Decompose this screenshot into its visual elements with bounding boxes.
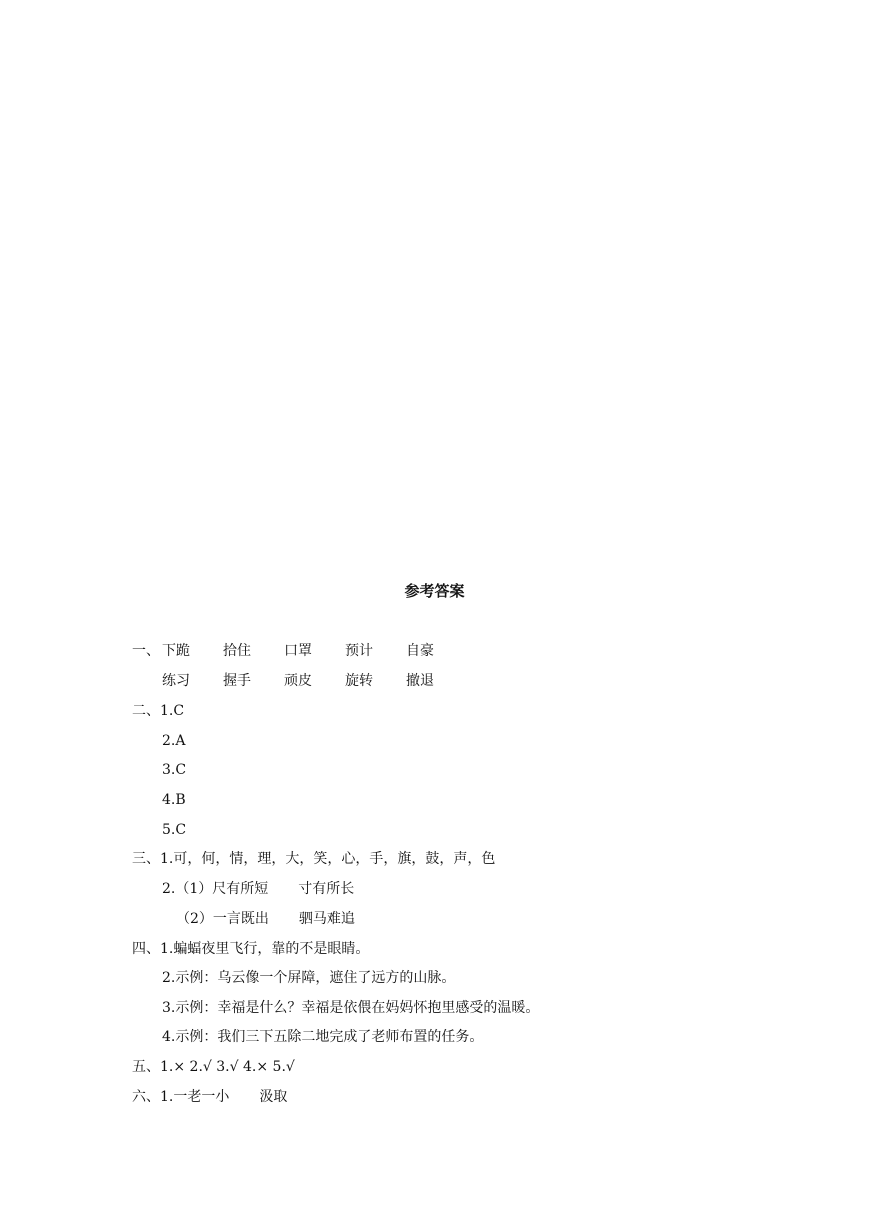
section-4-item-4: 4.示例：我们三下五除二地完成了老师布置的任务。 xyxy=(162,1029,484,1045)
section-2-label: 二、 xyxy=(132,703,160,719)
word: 自豪 xyxy=(406,643,434,659)
section-4-item-1 xyxy=(132,938,369,960)
section-4-item-3: 3.示例：幸福是什么？幸福是依偎在妈妈怀抱里感受的温暖。 xyxy=(162,1000,540,1016)
section-4-item-2: 2.示例：乌云像一个屏障，遮住了远方的山脉。 xyxy=(162,970,456,986)
section-1-label: 一、 xyxy=(132,643,160,659)
answer-text: 驷马难追 xyxy=(298,911,355,927)
section-6 xyxy=(132,1086,287,1108)
answer-text: 2.（1）尺有所短 xyxy=(162,881,269,897)
answer-text: 1.蝙蝠夜里飞行，靠的不是眼睛。 xyxy=(160,941,370,957)
answer-text: 寸有所长 xyxy=(298,881,355,897)
word: 握手 xyxy=(223,673,251,689)
section-2-item-5: 5.C xyxy=(162,822,187,838)
section-2-item-2: 2.A xyxy=(162,733,186,749)
section-6-label: 六、 xyxy=(132,1089,160,1105)
section-3-item-2 xyxy=(162,878,354,900)
section-1-row-2 xyxy=(162,670,434,692)
section-2-item-3: 3.C xyxy=(162,762,187,778)
word: 旋转 xyxy=(345,673,373,689)
answer-text: 1.一老一小 xyxy=(160,1089,230,1105)
page-title: 参考答案 xyxy=(404,582,465,600)
section-3-item-1 xyxy=(132,848,495,870)
section-3-label: 三、 xyxy=(132,851,160,867)
section-2-item-1 xyxy=(132,700,184,722)
answer-text: 1.C xyxy=(160,703,185,719)
word: 顽皮 xyxy=(284,673,312,689)
answer-text: 汲取 xyxy=(259,1089,288,1105)
word: 下跪 xyxy=(162,643,190,659)
section-5 xyxy=(132,1056,295,1078)
word: 口罩 xyxy=(284,643,312,659)
section-3-item-3 xyxy=(176,908,355,930)
answer-text: （2）一言既出 xyxy=(176,911,269,927)
word: 练习 xyxy=(162,673,190,689)
word: 拾住 xyxy=(223,643,251,659)
section-5-label: 五、 xyxy=(132,1059,160,1075)
word: 撤退 xyxy=(406,673,434,689)
answer-text: 1.× 2.√ 3.√ 4.× 5.√ xyxy=(160,1059,295,1075)
section-4-label: 四、 xyxy=(132,941,160,957)
word: 预计 xyxy=(345,643,373,659)
section-1-row-1 xyxy=(132,640,434,662)
answer-text: 1.可，何，情，理，大，笑，心，手，旗，鼓，声，色 xyxy=(160,851,496,867)
section-2-item-4: 4.B xyxy=(162,792,186,808)
